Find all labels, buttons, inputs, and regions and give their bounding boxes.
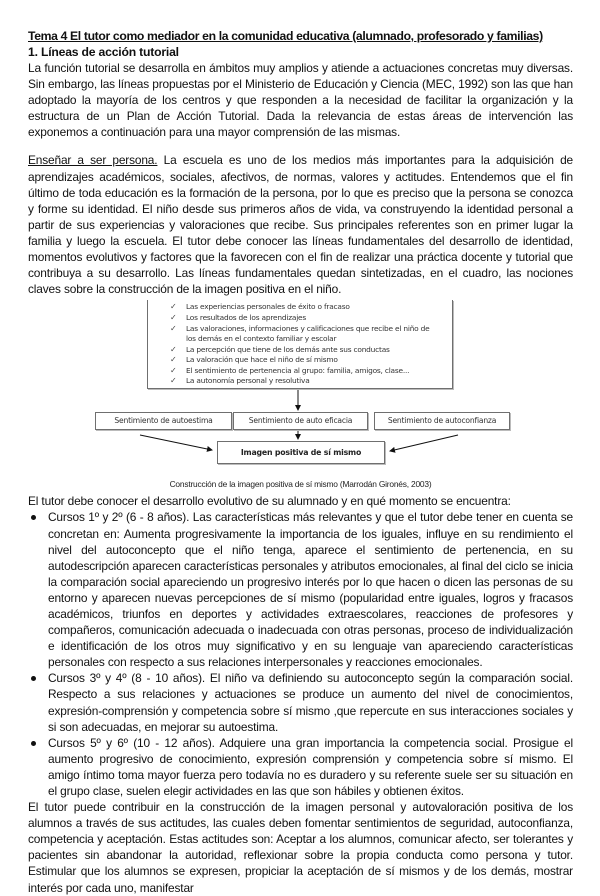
check-icon: ✓ xyxy=(170,355,177,365)
checklist-item: ✓ La valoración que hace el niño de sí mismo xyxy=(170,355,338,365)
checklist-item: ✓ La percepción que tiene de los demás ante sus conductas xyxy=(170,344,390,354)
result-box: Imagen positiva de sí mismo xyxy=(217,441,385,464)
document-title: Tema 4 El tutor como mediador en la comunidad educativa (alumnado, profesorado y familias) xyxy=(28,29,543,43)
intro-paragraph: La función tutorial se desarrolla en ámbitos muy amplios y atiende a actuaciones concretas muy diversas. Sin embargo, las líneas propuestas por el Ministerio de Educación y Ciencia (MEC, 1992) son las que han adoptado la mayoría de los centros y que responden a la necesidad de facilitar la organización y la estructura de un Plan de Acción Tutorial. Dada la relevancia de estas áreas de intervención las exponemos a continuación para una mayor comprensión de las mismas. xyxy=(28,61,573,140)
check-icon: ✓ xyxy=(170,323,177,333)
arrow-right-to-result xyxy=(390,435,458,451)
section-heading: 1. Líneas de acción tutorial xyxy=(28,45,179,59)
checklist-item: ✓ Las experiencias personales de éxito o fracaso xyxy=(170,302,350,312)
persona-body: La escuela es uno de los medios más importantes para la adquisición de aprendizajes académicos, sociales, afectivos, de normas, valores y actitudes. Entendemos que el fin último de toda educación es la formación de la persona, por lo que es preciso que la persona se conozca y forme su identidad. El niño desde sus primeros años de vida, va construyendo la identidad personal a partir de sus experiencias y valoraciones que recibe. Sus principales referentes son en primer lugar la familia y luego la escuela. El tutor debe conocer las líneas fundamentales del desarrollo de identidad, momentos evolutivos y factores que la favorecen con el fin de realizar una práctica docente y tutorial que contribuya a su desarrollo. Las líneas fundamentales quedan sintetizadas, en el cuadro, las nociones claves sobre la construcción de la imagen positiva en el niño. xyxy=(28,153,573,297)
feeling-box-self-esteem: Sentimiento de autoestima xyxy=(95,412,232,430)
stages-list xyxy=(28,509,573,799)
persona-lead: Enseñar a ser persona. xyxy=(28,153,158,168)
check-icon: ✓ xyxy=(170,376,177,386)
feeling-box-self-efficacy: Sentimiento de auto eficacia xyxy=(233,412,368,430)
closing-paragraph: El tutor puede contribuir en la construcción de la imagen personal y autovaloración positiva de los alumnos a través de sus actitudes, las cuales deben fomentar sentimientos de seguridad, autoconfianza, competencia y aceptación. Estas actitudes son: Aceptar a los alumnos, comunicar afecto, ser tolerantes y pacientes sin abandonar la autoridad, reflexionar sobre la propia conducta como persona y tutor. Estimular que los alumnos se expresen, propiciar la aceptación de sí mismos y de los demás, mostrar interés por cada uno, manifestar xyxy=(28,800,573,895)
feeling-box-self-confidence: Sentimiento de autoconfianza xyxy=(374,412,510,430)
checklist-item-continuation: los demás en el contexto familiar y escolar xyxy=(186,334,337,344)
factors-checklist xyxy=(148,300,452,387)
bullet-icon xyxy=(31,515,36,520)
factors-box xyxy=(147,300,453,389)
arrow-left-to-result xyxy=(140,435,212,450)
checklist-item: ✓ Las valoraciones, informaciones y calificaciones que recibe el niño de xyxy=(170,323,430,333)
checklist-item: ✓ Los resultados de los aprendizajes xyxy=(170,312,307,322)
development-intro: El tutor debe conocer el desarrollo evolutivo de su alumnado y en qué momento se encuentra: xyxy=(28,494,511,509)
spacer xyxy=(28,140,573,152)
persona-paragraph xyxy=(28,152,573,297)
check-icon: ✓ xyxy=(170,365,177,375)
check-icon: ✓ xyxy=(170,344,177,354)
document-page xyxy=(28,28,573,896)
diagram-caption: Construcción de la imagen positiva de sí mismo (Marrodán Gironés, 2003) xyxy=(169,479,432,490)
bullet-icon xyxy=(31,676,36,681)
bullet-icon xyxy=(31,741,36,746)
checklist-item: ✓ La autonomía personal y resolutiva xyxy=(170,376,310,386)
stage-item: Cursos 1º y 2º (6 - 8 años). Las características más relevantes y que el tutor debe tener en cuenta se concretan en: Aumenta progresivamente la importancia de los iguales, influye en su rendimiento el nivel del autoconcepto que el niño tenga, aparece el sentimiento de pertenencia, en su autodescripción aparecen características personales y atributos emocionales, al final del ciclo se inicia la comparación social apareciendo un progresivo interés por lo que hacen o dicen las personas de su entorno y aparecen nuevas percepciones de sí mismo (popularidad entre iguales, logros y fracasos académicos, triunfos en deportes y actividades extraescolares, reacciones de profesores y compañeros, comunicación adecuada o inadecuada con otras personas, proceso de individualización e identificación de los otros muy significativo y en su lenguaje van apareciendo características personales con respecto a sus relaciones interpersonales y reacciones emocionales. xyxy=(28,509,573,670)
identity-diagram xyxy=(28,300,573,476)
check-icon: ✓ xyxy=(170,302,177,312)
check-icon: ✓ xyxy=(170,312,177,322)
checklist-item: ✓ El sentimiento de pertenencia al grupo: familia, amigos, clase... xyxy=(170,365,410,375)
stage-item: Cursos 5º y 6º (10 - 12 años). Adquiere una gran importancia la competencia social. Prosigue el aumento progresivo de conocimiento, expresión comprensión y competencia sobre sí mismo. El amigo íntimo toma mayor fuerza pero todavía no es duradero y su referente suele ser su situación en el grupo clase, suelen elegir actividades en las que son hábiles y obtienen éxitos. xyxy=(28,735,573,799)
stage-item: Cursos 3º y 4º (8 - 10 años). El niño va definiendo su autoconcepto según la comparación social. Respecto a sus relaciones y actuaciones se produce un aumento del nivel de conocimientos, expresión-comprensión y competencia sobre sí mismo ,que repercute en sus interacciones sociales y si son adecuadas, en mejorar su autoestima. xyxy=(28,670,573,734)
